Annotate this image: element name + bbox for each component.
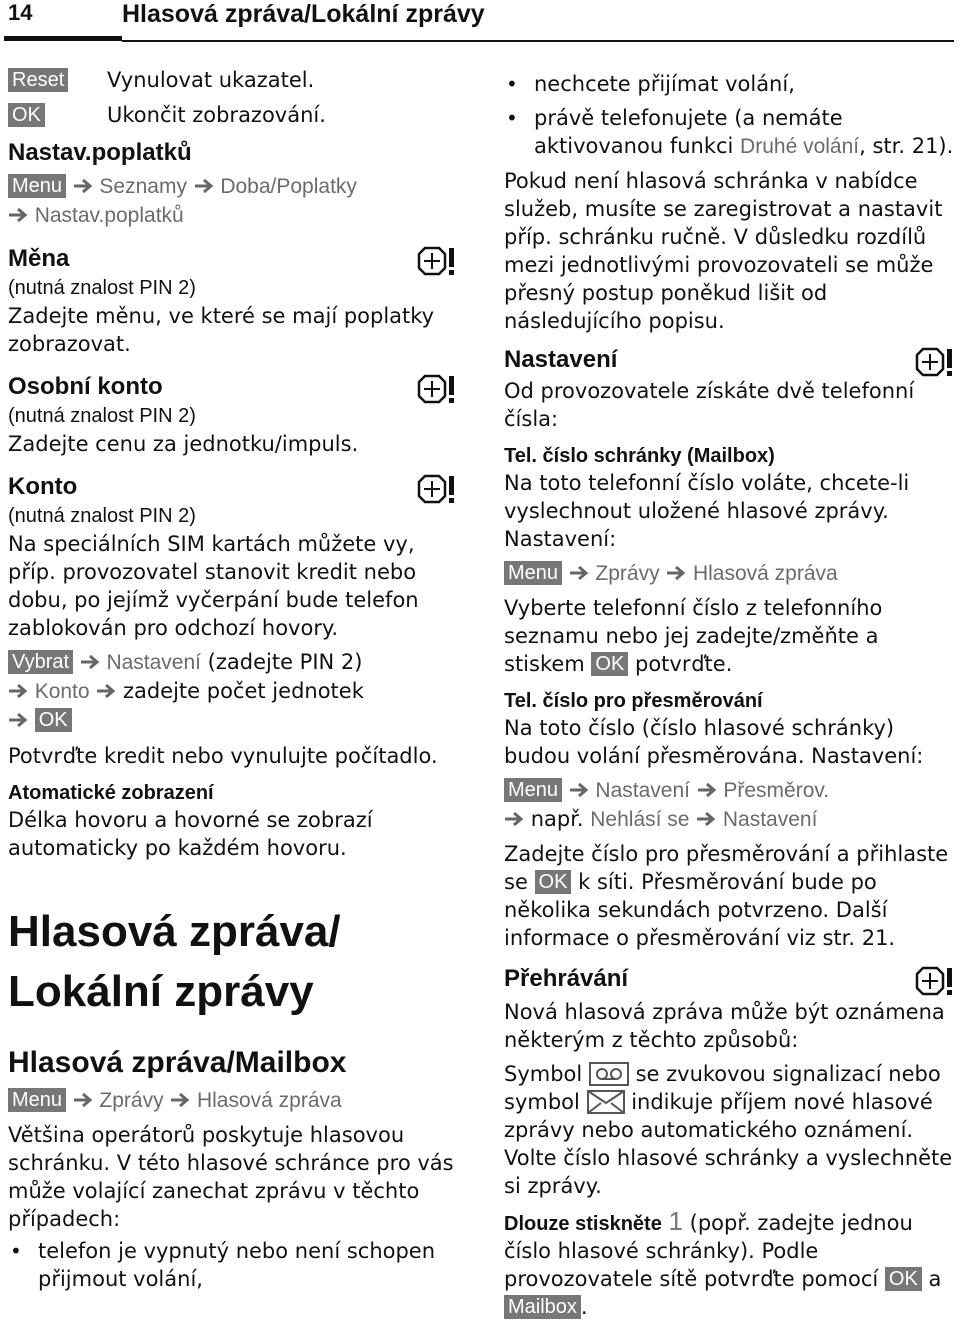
mena-heading: Měna [8,244,456,274]
ok-description: Ukončit zobrazování. [107,103,326,127]
menu-item-zpravy: Zprávy [595,562,660,585]
reset-row [8,66,456,101]
menu-item-nastaveni: Nastavení [722,808,818,831]
arrow-right-icon [8,207,28,223]
arrow-right-icon [194,178,214,194]
menu-item-nehlasi: Nehlásí se [590,808,690,831]
arrow-right-icon [96,683,116,699]
vybrat-key: Vybrat [8,650,73,674]
ok-key: OK [8,103,45,127]
ok-key: OK [35,708,72,732]
bullet-item: • nechcete přijímat volání, [504,70,954,98]
sim-pin-icon [416,474,456,504]
tel1-text: Na toto telefonní číslo voláte, chcete-li vyslechnout uložené hlasové zprávy. Nastavení: [504,471,910,551]
nastaveni-text: Od provozovatele získáte dvě telefonní čísla: [504,379,915,431]
page-header-title: Hlasová zpráva/Lokální zprávy [122,0,485,28]
tel1-nav-path [504,559,954,588]
menu-item-nastaveni: Nastavení [106,651,201,674]
menu-item-konto: Konto [34,680,90,703]
bullet-item: • telefon je vypnutý nebo není schopen přijmout volání, [8,1237,456,1293]
nastav-heading: Nastav.poplatků [8,139,192,166]
arrow-right-icon [569,565,589,581]
link-druhe-volani: Druhé volání [740,135,860,158]
reset-description: Vynulovat ukazatel. [107,68,315,92]
arrow-right-icon [504,811,524,827]
prehravani-text: Nová hlasová zpráva může být oznámena některým z těchto způsobů: [504,1000,945,1052]
osobni-konto-heading: Osobní konto [8,372,456,402]
osobni-note: (nutná znalost PIN 2) [8,405,196,427]
menu-item-doba: Doba/Poplatky [220,175,357,198]
arrow-right-icon [73,1092,93,1108]
tel2-text: Na toto číslo (číslo hlasové schránky) budou volání přesměrována. Nastavení: [504,716,924,768]
sim-pin-icon [914,347,954,377]
mailbox-heading: Hlasová zpráva/Mailbox [8,1046,347,1079]
sim-pin-icon [416,246,456,276]
left-column [8,66,456,1293]
tel1-text2: Vyberte telefonní číslo z telefonního seznamu nebo jej zadejte/změňte a stiskem OK potvrďte. [504,596,883,676]
mena-text: Zadejte měnu, ve které se mají poplatky zobrazovat. [8,304,435,356]
prehravani-symbols: Symbol se zvukovou signalizací nebo symbol indikuje příjem nové hlasové zprávy nebo automatického oznámení. Volte číslo hlasové schránky a vyslechněte si zprávy. [504,1062,953,1198]
tel2-nav-path: Menu Nastavení Přesměrov. např. Nehlásí se Nastavení [504,776,954,834]
menu-key: Menu [8,1088,66,1112]
tel1-heading: Tel. číslo schránky (Mailbox) [504,445,775,467]
konto-heading: Konto [8,472,456,502]
reset-key: Reset [8,68,68,92]
tel2-text2: Zadejte číslo pro přesměrování a přihlaste se OK k síti. Přesměrování bude po několika sekundách potvrzeno. Další informace o přesměrování viz str. 21. [504,842,949,950]
big-heading: Hlasová zpráva/ Lokální zprávy [8,907,341,1016]
ok-key: OK [535,870,572,894]
menu-item-nastaveni: Nastavení [595,779,690,802]
menu-item-hlasova: Hlasová zpráva [692,562,838,585]
auto-heading: Atomatické zobrazení [8,782,214,804]
key-1: 1 [668,1206,683,1236]
ok-key: OK [885,1267,922,1291]
tel2-heading: Tel. číslo pro přesměrování [504,690,763,712]
nav-path-2 [8,1086,456,1115]
konto-note: (nutná znalost PIN 2) [8,505,196,527]
prehravani-instructions: Dlouze stiskněte 1 (popř. zadejte jednou číslo hlasové schránky). Podle provozovatele sítě potvrďte pomocí OK a Mailbox . [504,1206,942,1319]
page-number: 14 [8,0,33,25]
mena-note: (nutná znalost PIN 2) [8,277,196,299]
menu-item-zpravy: Zprávy [99,1089,164,1112]
konto-text: Na speciálních SIM kartách můžete vy, příp. provozovatel stanovit kredit nebo dobu, po jejímž vyčerpání bude telefon zablokován pro odchozí hovory. [8,532,419,640]
arrow-right-icon [8,683,28,699]
menu-item-seznamy: Seznamy [99,175,187,198]
osobni-text: Zadejte cenu za jednotku/impuls. [8,432,359,456]
arrow-right-icon [73,178,93,194]
sim-pin-icon [914,966,954,996]
arrow-right-icon [696,811,716,827]
prehravani-heading: Přehrávání [504,964,954,994]
arrow-right-icon [170,1092,190,1108]
menu-key: Menu [504,561,562,585]
bullet-item: • právě telefonujete (a nemáte aktivovanou funkci Druhé volání, str. 21). [504,104,954,161]
nav-path-1 [8,172,456,230]
arrow-right-icon [569,782,589,798]
arrow-right-icon [80,654,100,670]
arrow-right-icon [666,565,686,581]
right-column [504,70,954,1321]
header-rule-thick [4,36,122,41]
envelope-icon [587,1090,625,1114]
konto-confirm: Potvrďte kredit nebo vynulujte počítadlo. [8,744,438,768]
menu-item-nastav: Nastav.poplatků [34,204,184,227]
konto-nav-path: Vybrat Nastavení (zadejte PIN 2) Konto zadejte počet jednotek OK [8,648,456,734]
menu-key: Menu [504,778,562,802]
menu-item-hlasova: Hlasová zpráva [196,1089,342,1112]
ok-row [8,101,456,138]
header-rule [122,40,954,42]
voicemail-icon [589,1062,629,1086]
auto-text: Délka hovoru a hovorné se zobrazí automaticky po každém hovoru. [8,808,373,860]
nastaveni-heading: Nastavení [504,345,954,375]
mailbox-key: Mailbox [504,1295,581,1319]
arrow-right-icon [8,712,28,728]
sim-pin-icon [416,374,456,404]
arrow-right-icon [697,782,717,798]
paragraph: Pokud není hlasová schránka v nabídce služeb, musíte se zaregistrovat a nastavit příp. schránku ručně. V důsledku rozdílů mezi jednotlivými provozovateli se může přesný postup poněkud lišit od následujícího popisu. [504,169,943,333]
menu-item-presmer: Přesměrov. [723,779,830,802]
ok-key: OK [591,652,628,676]
mailbox-text: Většina operátorů poskytuje hlasovou schránku. V této hlasové schránce pro vás může volající zanechat zprávu v těchto případech: [8,1123,454,1231]
menu-key: Menu [8,174,66,198]
